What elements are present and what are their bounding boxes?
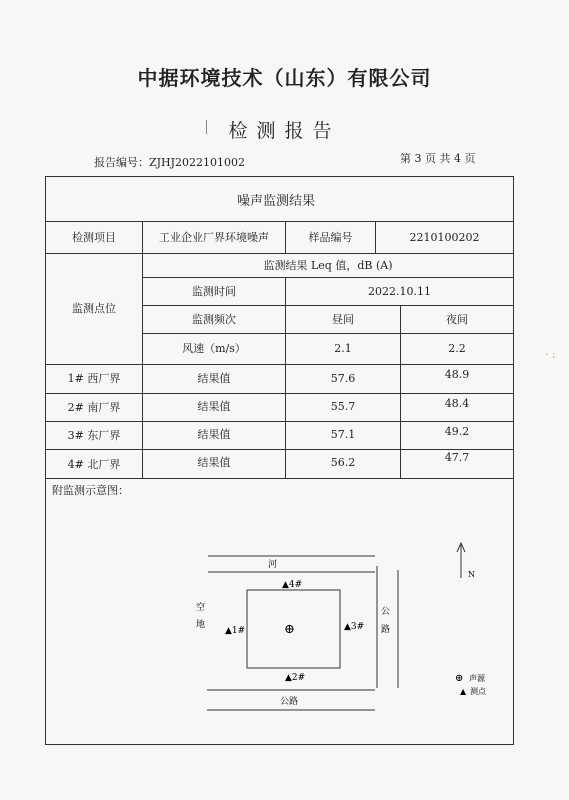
- legend-point-icon: ▲: [460, 687, 467, 696]
- row-day-value: 55.7: [330, 400, 356, 413]
- company-name: 中据环境技术（山东）有限公司: [137, 66, 432, 90]
- open-land-label-1: 空: [196, 603, 206, 613]
- row-kind: 结果值: [197, 400, 231, 413]
- north-label: N: [468, 570, 475, 579]
- row-kind: 结果值: [197, 372, 231, 385]
- point-1: ▲1#: [225, 626, 246, 636]
- report-number-label: 报告编号：: [94, 156, 149, 169]
- legend-point-label: 测点: [470, 687, 486, 696]
- item-label: 检测项目: [72, 231, 116, 244]
- point-3: ▲3#: [344, 622, 365, 632]
- row-night-value: 48.9: [444, 368, 470, 381]
- point-label: 监测点位: [72, 302, 116, 315]
- wind-day: 2.1: [334, 342, 352, 355]
- item-value: 工业企业厂界环境噪声: [159, 231, 269, 244]
- result-unit: 监测结果 Leq 值，dB (A): [263, 259, 393, 272]
- row-point: 3# 东厂界: [67, 429, 121, 442]
- river-label: 河: [268, 560, 278, 570]
- road-bottom-label: 公路: [280, 697, 299, 707]
- legend-source-label: 声源: [469, 674, 485, 683]
- report-number-value: ZJHJ2022101002: [149, 156, 246, 169]
- diagram-caption: 附监测示意图：: [52, 484, 129, 497]
- row-night-value: 49.2: [444, 425, 470, 438]
- road-right-label-1: 公: [381, 607, 391, 617]
- point-2: ▲2#: [285, 673, 306, 683]
- row-kind: 结果值: [197, 456, 231, 469]
- section-title-text: 噪声监测结果: [237, 194, 316, 209]
- noise-source-icon: ⊕: [284, 622, 295, 637]
- row-point: 1# 西厂界: [67, 372, 121, 385]
- monitoring-date: 2022.10.11: [368, 285, 431, 298]
- margin-mark: · :: [545, 348, 556, 361]
- page-info: 第 3 页 共 4 页: [400, 152, 476, 165]
- night-label: 夜间: [446, 313, 468, 326]
- freq-label: 监测频次: [192, 313, 236, 326]
- sample-no-label: 样品编号: [308, 231, 353, 244]
- row-night-value: 47.7: [444, 451, 470, 464]
- row-point: 4# 北厂界: [67, 458, 121, 471]
- sample-no-value: 2210100202: [409, 231, 480, 244]
- row-day-value: 57.6: [330, 372, 356, 385]
- legend-source-icon: ⊕: [455, 673, 464, 684]
- wind-label: 风速（m/s）: [182, 342, 246, 355]
- row-kind: 结果值: [197, 428, 231, 441]
- day-label: 昼间: [332, 313, 354, 326]
- row-day-value: 56.2: [330, 456, 356, 469]
- row-night-value: 48.4: [444, 397, 470, 410]
- open-land-label-2: 地: [196, 620, 206, 630]
- row-day-value: 57.1: [330, 428, 356, 441]
- document-title: 检测报告: [228, 120, 341, 142]
- wind-night: 2.2: [448, 342, 466, 355]
- point-4: ▲4#: [282, 580, 303, 590]
- time-label: 监测时间: [192, 285, 236, 298]
- road-right-label-2: 路: [381, 625, 391, 635]
- row-point: 2# 南厂界: [67, 401, 121, 414]
